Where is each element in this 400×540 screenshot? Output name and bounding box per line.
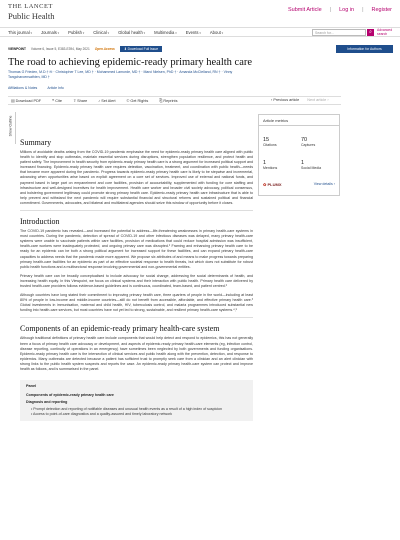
- account-links: Submit Article | Log in | Register: [288, 7, 392, 13]
- nav-journals[interactable]: Journals ▾: [41, 30, 59, 35]
- article-pagination: [271, 98, 329, 102]
- divider: [20, 317, 253, 318]
- plumx-icon: ✿: [263, 182, 267, 187]
- article-info-link[interactable]: Article Info: [47, 86, 64, 90]
- set-alert-button[interactable]: ♪Set Alert: [98, 98, 116, 103]
- summary-text: Millions of avoidable deaths arising from the COVID-19 pandemic emphasise the need for epidemic-ready primary health care aligned with public health to identify and stop outbreaks, maintain essential services during disruptions, strengthen population resilience, and protect health and patient safety. The improvement in health security from epidemic-ready primary health care is a strong argument for increased political support and increased financing. Epidemic-ready primary health care requires detection, vaccination, treatment, and coordination with public health—needs that became more apparent during the pandemic. Progress towards epidemic-ready primary health care is likely to be stepwise and incremental, advancing when opportunities arise based on explicit agreement on a core set of services. Improved use of external and national funds, and payment based in large part on empanelment and core facilities, provision of accountability, supplemented with funding for core staffing and infrastructure and well-designed incentives for health improvement. Health care worker and broader civil society advocacy, political consensus, and bolstering government legitimacy could promote strong primary health care. Epidemic-ready primary health care infrastructure that is able to help prevent and withstand the next pandemic will require substantial financial and structural reforms and sustained political and financial commitment. Governments, advocates, and bilateral and multilateral agencies should seize this window of opportunity before it closes.: [20, 150, 253, 205]
- register-link[interactable]: Register: [371, 7, 392, 13]
- advanced-search-link[interactable]: Advanced search: [377, 28, 393, 36]
- metric-citations[interactable]: 15 Citations: [263, 137, 277, 147]
- rights-icon: ©: [126, 98, 130, 103]
- main-nav: [0, 27, 400, 37]
- submit-article-link[interactable]: Submit Article: [288, 7, 322, 13]
- nav-events[interactable]: Events ▾: [186, 30, 201, 35]
- intro-paragraph-1: The COVID-19 pandemic has revealed—and increased the potential to address—life-threatening weaknesses in primary health-care systems in most countries. During the pandemic, detection of spread of COVID-19 and other infectious diseases was delayed, many primary health-care systems were unable to vaccinate patients within care facilities, provision of medications that could reduce hospital admission was insufficient, health-care workers were inadequately protected, and ongoing primary care was disrupted.¹ Framing and enhancing primary health care to be ready for an epidemic can be both a strong political argument for increased support for these facilities, and can expand primary health-care capacities to address needs that the pandemic made more apparent. We propose six attributes of and means to make progress towards preparing primary health-care facilities for an epidemic as part of an effective societal response to health threats, but which does not substitute for robust public health functions and a multisectoral response involving governmental and non-governmental entities.: [20, 229, 253, 269]
- previous-article-link[interactable]: ‹ Previous article: [271, 98, 300, 102]
- show-outline-label: Show Outline: [8, 115, 13, 137]
- next-article-link: Next article ›: [307, 98, 329, 102]
- panel-title: Components of epidemic-ready primary health care: [26, 393, 114, 398]
- nav-about[interactable]: About ▾: [210, 30, 223, 35]
- bell-icon: ♪: [98, 98, 101, 103]
- article-body: [20, 138, 253, 421]
- cite-button[interactable]: ❝Cite: [52, 99, 62, 103]
- quote-icon: ❝: [52, 99, 55, 103]
- info-for-authors-button[interactable]: Information for Authors: [336, 45, 393, 53]
- article-meta: [8, 46, 162, 52]
- nav-clinical[interactable]: Clinical ▾: [93, 30, 109, 35]
- list-item: • Prompt detection and reporting of notifiable diseases and unusual health events as a result of a high index of suspicion: [31, 407, 223, 412]
- show-outline-tab[interactable]: [8, 112, 16, 144]
- affiliations-link[interactable]: Affiliations & Notes: [8, 86, 38, 90]
- reprints-button[interactable]: ⎘Reprints: [159, 98, 178, 103]
- search-icon[interactable]: ⌕: [367, 29, 374, 36]
- download-issue-button[interactable]: ⬇ Download Full Issue: [120, 46, 162, 52]
- share-icon: ⇪: [72, 99, 77, 103]
- divider: [20, 210, 253, 211]
- page-title: The road to achieving epidemic-ready primary health care: [8, 57, 253, 68]
- article-metrics-card: [258, 114, 340, 196]
- reprints-icon: ⎘: [159, 98, 163, 103]
- article-links: [8, 86, 64, 90]
- summary-heading: Summary: [20, 138, 52, 147]
- nav-this-journal[interactable]: This journal ▾: [8, 30, 32, 35]
- logo-line2: Public Health: [8, 10, 55, 21]
- plumx-logo: ✿ PLUMX: [263, 182, 282, 187]
- components-heading: Components of an epidemic-ready primary health-care system: [20, 324, 220, 334]
- view-details-link[interactable]: View details ›: [313, 182, 335, 186]
- author-list[interactable]: Thomas G Frieden, M.D.† ✉ · Christopher T Lee, MD † · Mohammed Lamorde, MD † · Marci Nielsen, PhD † · Amanda McClelland, RN † · Vinny Tangcharoensathien, MD †: [8, 70, 233, 80]
- metrics-heading: Article metrics: [259, 115, 339, 126]
- site-header: [0, 0, 400, 24]
- open-access-badge: Open Access: [94, 47, 115, 51]
- panel-box: [20, 380, 253, 421]
- download-pdf-button[interactable]: ▤Download PDF: [11, 99, 42, 103]
- login-link[interactable]: Log in: [339, 7, 355, 13]
- journal-logo[interactable]: [8, 4, 55, 20]
- nav-multimedia[interactable]: Multimedia ▾: [154, 30, 177, 35]
- article-type: VIEWPOINT: [8, 47, 26, 51]
- volume-info[interactable]: Volume 6, Issue 5, E383-E394, May 2021: [30, 47, 90, 51]
- search-input[interactable]: Search for...: [312, 29, 366, 36]
- panel-label: Panel: [26, 384, 37, 389]
- introduction-heading: Introduction: [20, 217, 60, 227]
- nav-publish[interactable]: Publish ▾: [68, 30, 84, 35]
- metric-captures[interactable]: 70 Captures: [301, 137, 316, 147]
- list-item: • Access to point-of-care diagnostics and a quality-assured and timely laboratory network: [31, 412, 173, 417]
- pdf-icon: ▤: [11, 99, 15, 103]
- get-rights-button[interactable]: ©Get Rights: [126, 98, 149, 103]
- metric-mentions[interactable]: 1 Mentions: [263, 160, 278, 170]
- components-paragraph-1: Although traditional definitions of primary health care include components that would help detect and respond to epidemics, this has not generally been a focus of primary health care advocacy or development, and aspects of epidemic-ready primary health-care elements (eg, infection control, disease reporting, continuity of operations in an emergency) have sometimes been neglected by both governments and funding organisations. Epidemic-ready primary health care is the intersection of clinical services and public health along with the prevention, detection, and response to epidemics. Many outbreaks are detected because a patient has sufficient trust to promptly seek care from a clinician and an alert clinician with strong links to the public health system suspects and reports the case. An epidemic-ready primary health-care system can protect and improve health as follows, and is summarised in the panel.: [20, 336, 253, 371]
- share-button[interactable]: ⇪Share: [72, 99, 88, 103]
- nav-global-health[interactable]: Global health ▾: [118, 30, 145, 35]
- intro-paragraph-3: Although countries have long stated their commitment to improving primary health care, three quarters of people in the world—including at least 80% of people in low-income and middle-income countries—still do not benefit from accessible, affordable, and effective primary health care.³ Global investments in immunisation, maternal and child health, HIV, tuberculosis control, and malaria programmes introduced substantial new funding into health-care services, but most countries have not yet led to strong, sustainable, and resilient primary health-care systems.⁴,⁵: [20, 293, 253, 313]
- panel-subheading: Diagnosis and reporting: [26, 400, 68, 405]
- intro-paragraph-2: Primary health care can be broadly conceptualised to include advocacy for social change, addressing the social determinants of health, and increasing health equity. In this Viewpoint, we focus on clinical systems and their interaction with public health. Primary health care delivered by trusted health-care providers follows evidence-based guidelines and is continuous, coordinated, team-based, and patient centred.²: [20, 273, 253, 288]
- metric-social-media[interactable]: 1 Social Media: [301, 160, 322, 170]
- logo-line1: THE LANCET: [8, 3, 53, 10]
